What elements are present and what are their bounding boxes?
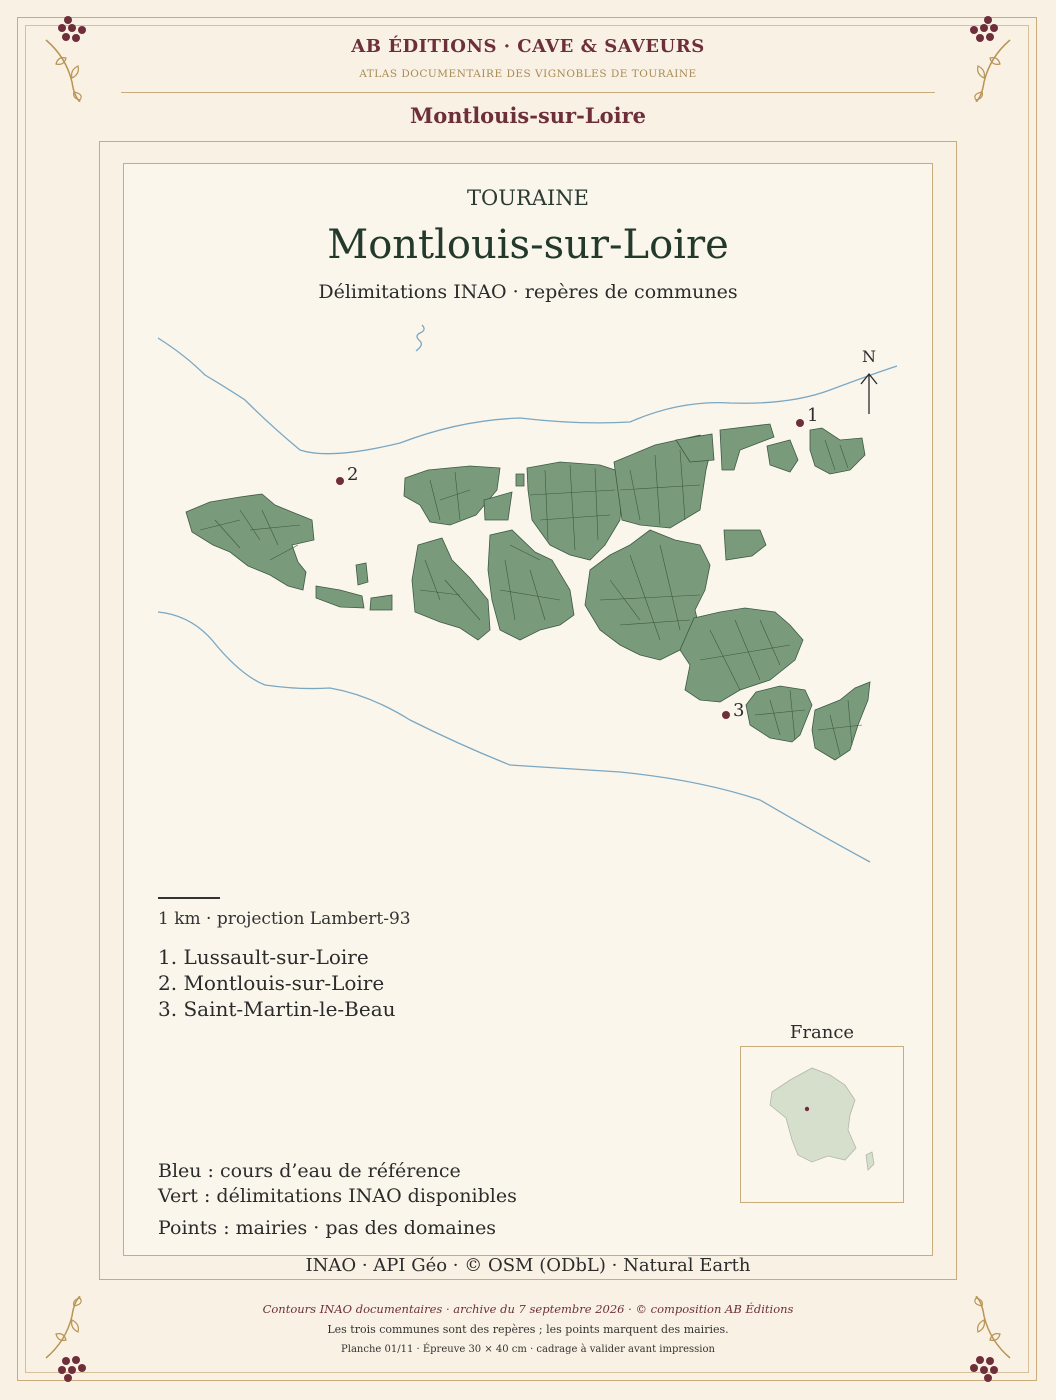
legend-green: Vert : délimitations INAO disponibles bbox=[158, 1185, 517, 1207]
vineyard-block bbox=[767, 440, 798, 472]
vineyard-block bbox=[812, 682, 870, 760]
vineyard-parcels bbox=[186, 424, 870, 760]
inset-frame bbox=[740, 1046, 904, 1203]
river-north bbox=[158, 338, 897, 454]
vineyard-block bbox=[516, 474, 524, 486]
commune-marker-2 bbox=[336, 477, 344, 485]
north-label: N bbox=[862, 347, 876, 366]
vineyard-block bbox=[412, 538, 490, 640]
vineyard-block bbox=[370, 595, 392, 610]
vineyard-block bbox=[810, 428, 865, 474]
commune-list bbox=[158, 944, 396, 1022]
footer-print-info: Planche 01/11 · Épreuve 30 × 40 cm · cadrage à valider avant impression bbox=[341, 1344, 715, 1355]
stream bbox=[416, 325, 424, 351]
commune-item: 2. Montlouis-sur-Loire bbox=[158, 971, 385, 995]
commune-marker-label-1: 1 bbox=[807, 405, 819, 426]
vineyard-block bbox=[186, 494, 314, 590]
commune-marker-label-2: 2 bbox=[347, 464, 359, 485]
commune-marker-1 bbox=[796, 419, 804, 427]
commune-item: 1. Lussault-sur-Loire bbox=[158, 945, 369, 969]
north-arrow-icon bbox=[861, 347, 877, 414]
commune-marker-label-3: 3 bbox=[733, 700, 745, 721]
scale-bar bbox=[158, 897, 220, 899]
footer-note: Les trois communes sont des repères ; les points marquent des mairies. bbox=[327, 1323, 729, 1336]
commune-marker-3 bbox=[722, 711, 730, 719]
map-title: Montlouis-sur-Loire bbox=[327, 222, 729, 268]
footer-archive-note: Contours INAO documentaires · archive du 7 septembre 2026 · © composition AB Éditions bbox=[262, 1302, 794, 1316]
atlas-subtitle: ATLAS DOCUMENTAIRE DES VIGNOBLES DE TOURAINE bbox=[359, 68, 697, 80]
sources-credit: INAO · API Géo · © OSM (ODbL) · Natural Earth bbox=[305, 1255, 751, 1276]
inset-label: France bbox=[789, 1022, 855, 1043]
commune-item: 3. Saint-Martin-le-Beau bbox=[158, 997, 396, 1021]
page-title: Montlouis-sur-Loire bbox=[409, 103, 647, 128]
vineyard-block bbox=[720, 424, 774, 470]
publisher-brand: AB ÉDITIONS · CAVE & SAVEURS bbox=[351, 36, 705, 57]
scale-text: 1 km · projection Lambert-93 bbox=[158, 909, 411, 929]
vineyard-block bbox=[724, 530, 766, 560]
legend-blue: Bleu : cours d’eau de référence bbox=[158, 1160, 461, 1182]
vineyard-block bbox=[356, 563, 368, 585]
map-subtitle: Délimitations INAO · repères de communes bbox=[318, 281, 738, 303]
legend-points: Points : mairies · pas des domaines bbox=[158, 1217, 497, 1239]
region-label: TOURAINE bbox=[467, 186, 589, 210]
vineyard-block bbox=[316, 586, 364, 608]
vineyard-block bbox=[746, 686, 812, 742]
